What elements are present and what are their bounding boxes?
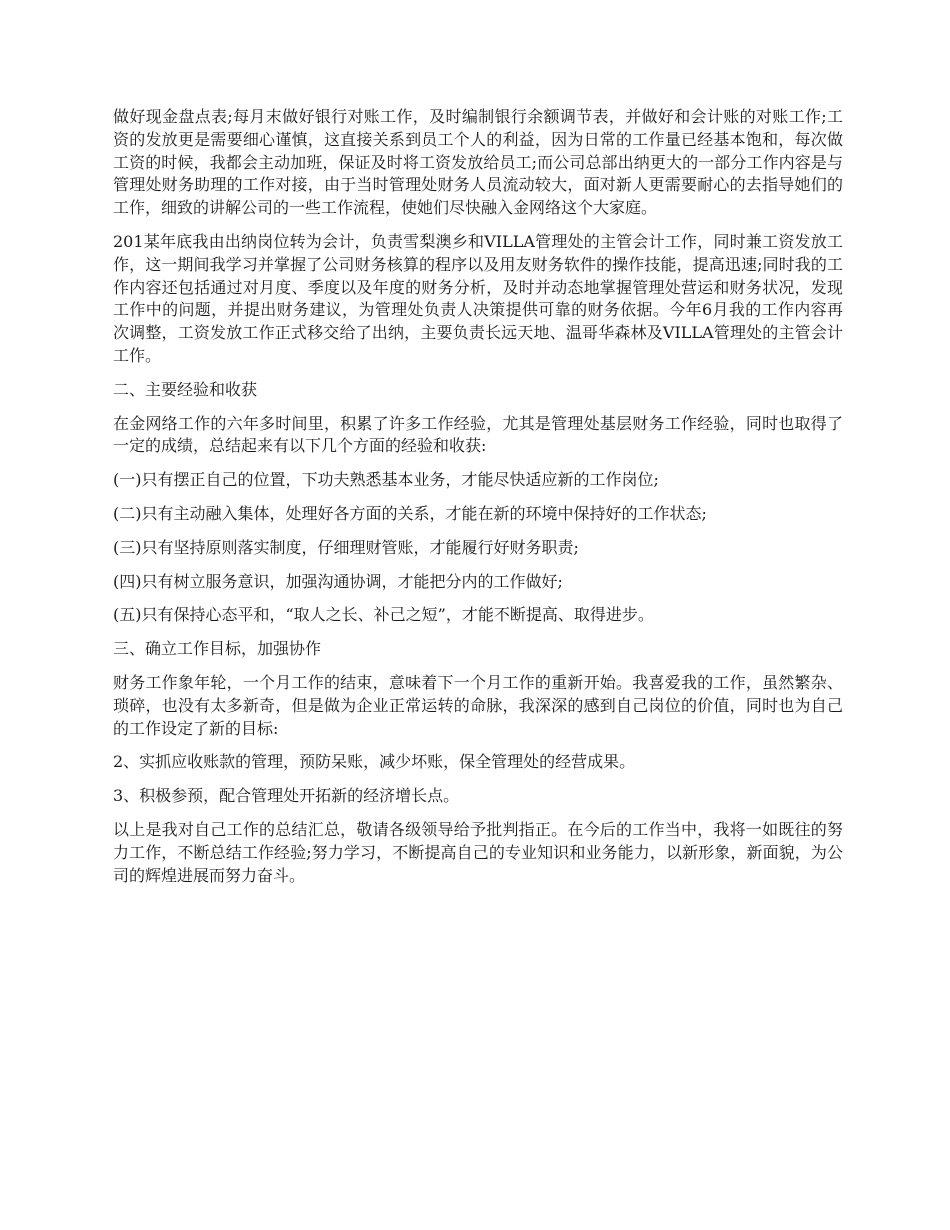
- list-item-5: (五)只有保持心态平和，“取人之长、补己之短”，才能不断提高、取得进步。: [113, 605, 654, 625]
- list-item-3: (三)只有坚持原则落实制度，仔细理财管账，才能履行好财务职责;: [113, 537, 579, 557]
- list-item-2: (二)只有主动融入集体，处理好各方面的关系，才能在新的环境中保持好的工作状态;: [113, 503, 707, 523]
- paragraph-cashier-duties: 做好现金盘点表;每月末做好银行对账工作，及时编制银行余额调节表，并做好和会计账的对账工作;工资的发放更是需要细心谨慎，这直接关系到员工个人的利益，因为日常的工作量已经基本饱和，每次做工资的时候，我都会主动加班，保证及时将工资发放给员工;而公司总部出纳更大的一部分工作内容是与管理处财务助理的工作对接，由于当时管理处财务人员流动较大，面对新人更需要耐心的去指导她们的工作，细致的讲解公司的一些工作流程，使她们尽快融入金网络这个大家庭。: [113, 107, 843, 218]
- section-heading-goals: 三、确立工作目标，加强协作: [113, 639, 322, 659]
- paragraph-accountant-role: 201某年底我由出纳岗位转为会计，负责雪梨澳乡和VILLA管理处的主管会计工作，同时兼工资发放工作，这一期间我学习并掌握了公司财务核算的程序以及用友财务软件的操作技能，提高迅速;同时我的工作内容还包括通过对月度、季度以及年度的财务分析，及时并动态地掌握管理处营运和财务状况，发现工作中的问题，并提出财务建议，为管理处负责人决策提供可靠的财务依据。今年6月我的工作内容再次调整，工资发放工作正式移交给了出纳，主要负责长远天地、温哥华森林及VILLA管理处的主管会计工作。: [113, 231, 843, 365]
- list-item-4: (四)只有树立服务意识，加强沟通协调，才能把分内的工作做好;: [113, 571, 563, 591]
- goal-item-2: 2、实抓应收账款的管理，预防呆账，减少坏账，保全管理处的经营成果。: [113, 752, 636, 772]
- paragraph-conclusion: 以上是我对自己工作的总结汇总，敬请各级领导给予批判指正。在今后的工作当中，我将一如既往的努力工作，不断总结工作经验;努力学习，不断提高自己的专业知识和业务能力，以新形象，新面貌，为公司的辉煌进展而努力奋斗。: [113, 819, 843, 885]
- list-item-1: (一)只有摆正自己的位置，下功夫熟悉基本业务，才能尽快适应新的工作岗位;: [113, 470, 659, 490]
- document-body: [113, 106, 843, 898]
- goal-item-3: 3、积极参预，配合管理处开拓新的经济增长点。: [113, 786, 460, 806]
- section-heading-experience: 二、主要经验和收获: [113, 379, 258, 399]
- paragraph-goals-intro: 财务工作象年轮，一个月工作的结束，意味着下一个月工作的重新开始。我喜爱我的工作，虽然繁杂、琐碎，也没有太多新奇，但是做为企业正常运转的命脉，我深深的感到自己岗位的价值，同时也为自己的工作设定了新的目标:: [113, 672, 843, 738]
- paragraph-experience-intro: 在金网络工作的六年多时间里，积累了许多工作经验，尤其是管理处基层财务工作经验，同时也取得了一定的成绩，总结起来有以下几个方面的经验和收获:: [113, 413, 843, 456]
